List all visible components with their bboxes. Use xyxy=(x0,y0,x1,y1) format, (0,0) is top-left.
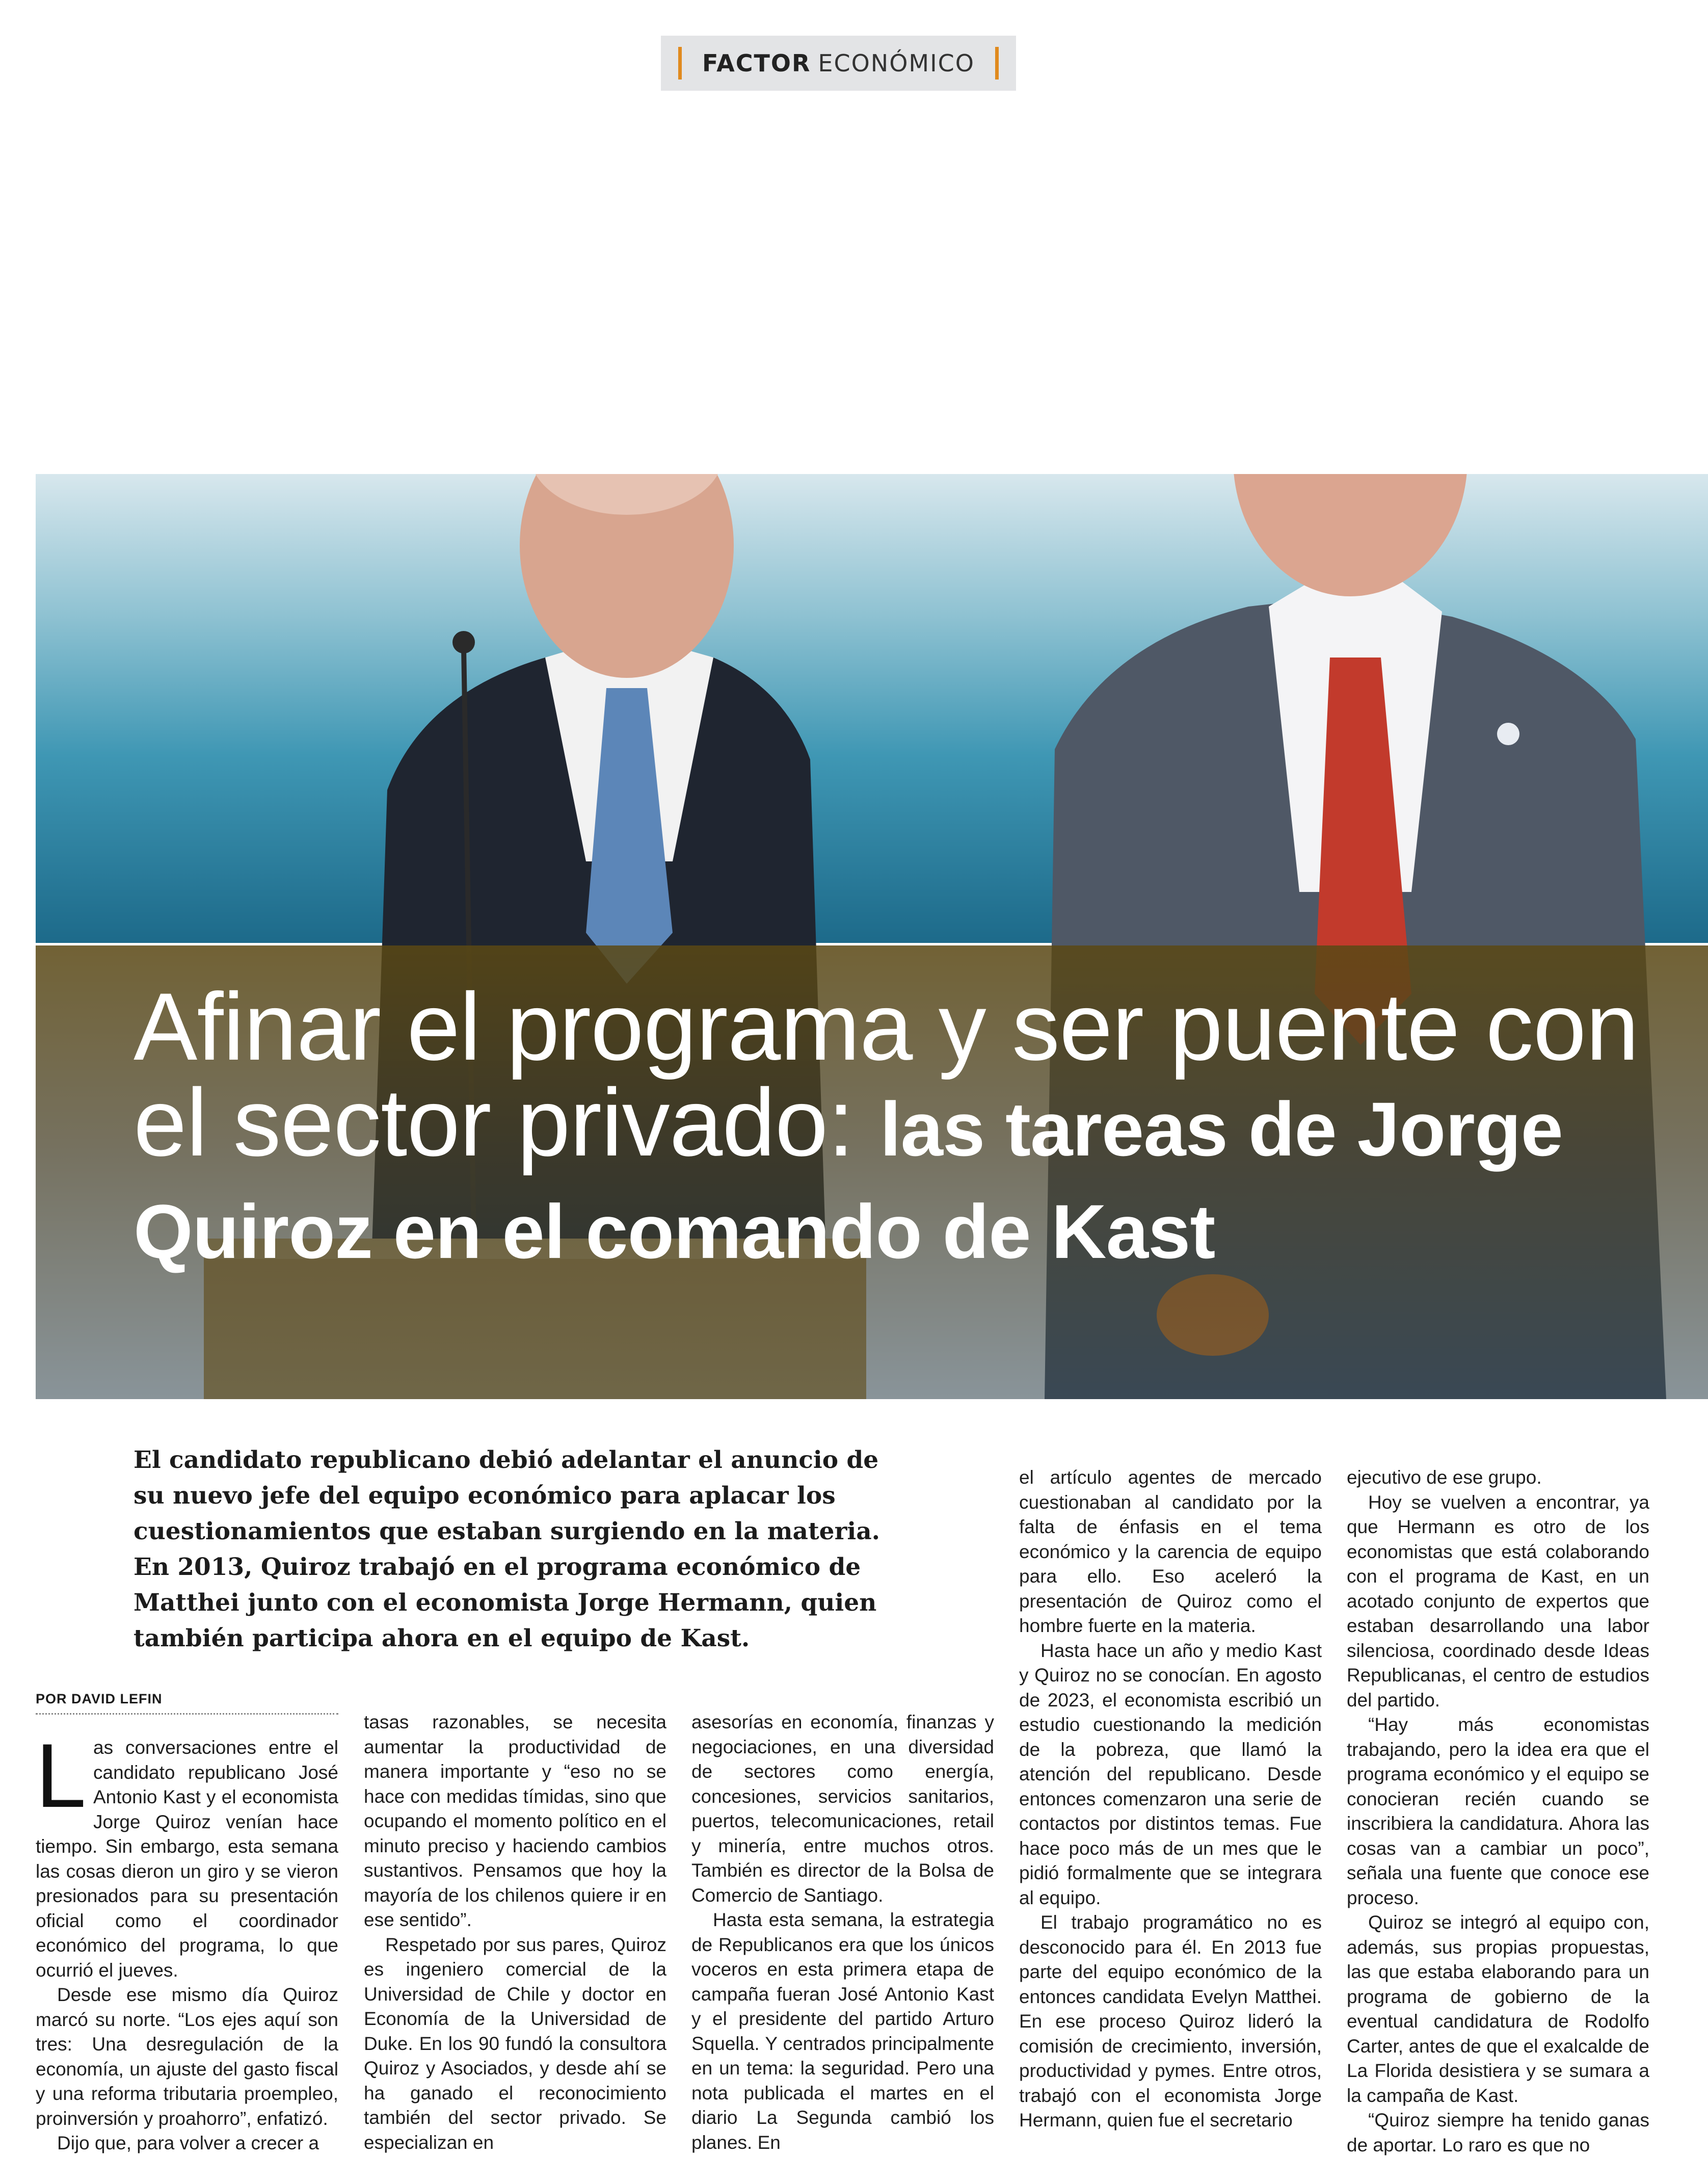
body-paragraph-text: as conversaciones entre el candidato republicano José Antonio Kast y el economista Jorge Quiroz venían hace tiempo. Sin embargo, esta semana las cosas dieron un giro y se vieron presionados para su presentación oficial como el coordinador económico del programa, lo que ocurrió el jueves. xyxy=(36,1737,338,1981)
body-paragraph: “Quiroz siempre ha tenido ganas de aportar. Lo raro es que no xyxy=(1347,2110,1649,2155)
drop-cap: L xyxy=(36,1725,86,1826)
body-paragraph: Dijo que, para volver a crecer a xyxy=(57,2133,319,2153)
body-paragraph: Respetado por sus pares, Quiroz es ingeniero comercial de la Universidad de Chile y doctor en Economía de la Universidad de Duke. En los 90 fundó la consultora Quiroz y Asociados, y desde ahí se ha ganado el reconocimiento también del sector privado. Se especializan en xyxy=(364,1934,666,2153)
section-label-light: ECONÓMICO xyxy=(818,49,975,77)
body-paragraph: Hoy se vuelven a encontrar, ya que Hermann es otro de los economistas que está colaborando con el programa de Kast, en un acotado conjunto de expertos que estaban desarrollando una labor silenciosa, coordinado desde Ideas Republicanas, el centro de estudios del partido. xyxy=(1347,1491,1649,1711)
body-paragraph: Hasta esta semana, la estrategia de Republicanos era que los únicos voceros en esta primera etapa de campaña fueran José Antonio Kast y el presidente del partido Arturo Squella. Y centrados principalmente en un tema: la seguridad. Pero una nota publicada el martes en el diario La Segunda cambió los planes. En xyxy=(691,1909,994,2153)
body-paragraph: el artículo agentes de mercado cuestionaban al candidato por la falta de énfasis en el tema económico y la carencia de equipo para ello. Eso aceleró la presentación de Quiroz como el hombre fuerte en la materia. xyxy=(1019,1467,1322,1636)
body-paragraph: Desde ese mismo día Quiroz marcó su norte. “Los ejes aquí son tres: Una desregulación de la economía, un ajuste del gasto fiscal y una reforma tributaria proempleo, proinversión y proahorro”, enfatizó. xyxy=(36,1984,338,2129)
body-column-2 xyxy=(364,1710,666,2155)
headline xyxy=(134,973,1652,1279)
accent-bar-right xyxy=(995,47,999,80)
headline-light: Afinar el programa y ser puente con el sector privado: xyxy=(134,973,1639,1176)
body-column-4 xyxy=(1019,1465,1322,2133)
section-label-strong: FACTOR xyxy=(702,49,811,77)
body-paragraph: tasas razonables, se necesita aumentar la productividad de manera importante y “eso no se hace con medidas tímidas, sino que ocupando el momento político en el minuto preciso y haciendo cambios sustantivos. Pensamos que hoy la mayoría de los chilenos quiere ir en ese sentido”. xyxy=(364,1712,666,1930)
byline: POR DAVID LEFIN xyxy=(36,1691,338,1715)
body-paragraph: Hasta hace un año y medio Kast y Quiroz no se conocían. En agosto de 2023, el economista escribió un estudio cuestionando la medición de la pobreza, que llamó la atención del republicano. Desde entonces comenzaron una serie de contactos por distintos temas. Fue hace poco más de un mes que le pidió formalmente que se integrara al equipo. xyxy=(1019,1640,1322,1908)
body-paragraph: El trabajo programático no es desconocido para él. En 2013 fue parte del equipo económico de la entonces candidata Evelyn Matthei. En ese proceso Quiroz lideró la comisión de crecimiento, inversión, productividad y pymes. Entre otros, trabajó con el economista Jorge Hermann, quien fue el secretario xyxy=(1019,1912,1322,2131)
headline-bold: las tareas de Jorge Quiroz en el comando de Kast xyxy=(134,1086,1563,1274)
body-paragraph: Quiroz se integró al equipo con, además, sus propias propuestas, las que estaba elaborando para un programa de gobierno de la eventual candidatura de Rodolfo Carter, antes de que el exalcalde de La Florida desistiera y se sumara a la campaña de Kast. xyxy=(1347,1912,1649,2106)
body-column-3 xyxy=(691,1710,994,2155)
body-paragraph xyxy=(36,1725,338,1983)
body-column-1 xyxy=(36,1725,338,2156)
section-label xyxy=(661,36,1016,91)
body-paragraph: ejecutivo de ese grupo. xyxy=(1347,1467,1542,1488)
lead-paragraph: El candidato republicano debió adelantar el anuncio de su nuevo jefe del equipo económico para aplacar los cuestionamientos que estaban surgiendo en la materia. En 2013, Quiroz trabajó en el programa económico de Matthei junto con el economista Jorge Hermann, quien también participa ahora en el equipo de Kast. xyxy=(134,1446,880,1652)
accent-bar-left xyxy=(678,47,682,80)
body-column-5 xyxy=(1347,1465,1649,2158)
body-paragraph: asesorías en economía, finanzas y negociaciones, en una diversidad de sectores como energía, concesiones, servicios sanitarios, puertos, telecomunicaciones, retail y minería, entre muchos otros. También es director de la Bolsa de Comercio de Santiago. xyxy=(691,1712,994,1906)
body-paragraph: “Hay más economistas trabajando, pero la idea era que el programa económico y el equipo se conocieran recién cuando se inscribiera la candidatura. Ahora las cosas van a cambiar un poco”, señala una fuente que conoce ese proceso. xyxy=(1347,1714,1649,1908)
